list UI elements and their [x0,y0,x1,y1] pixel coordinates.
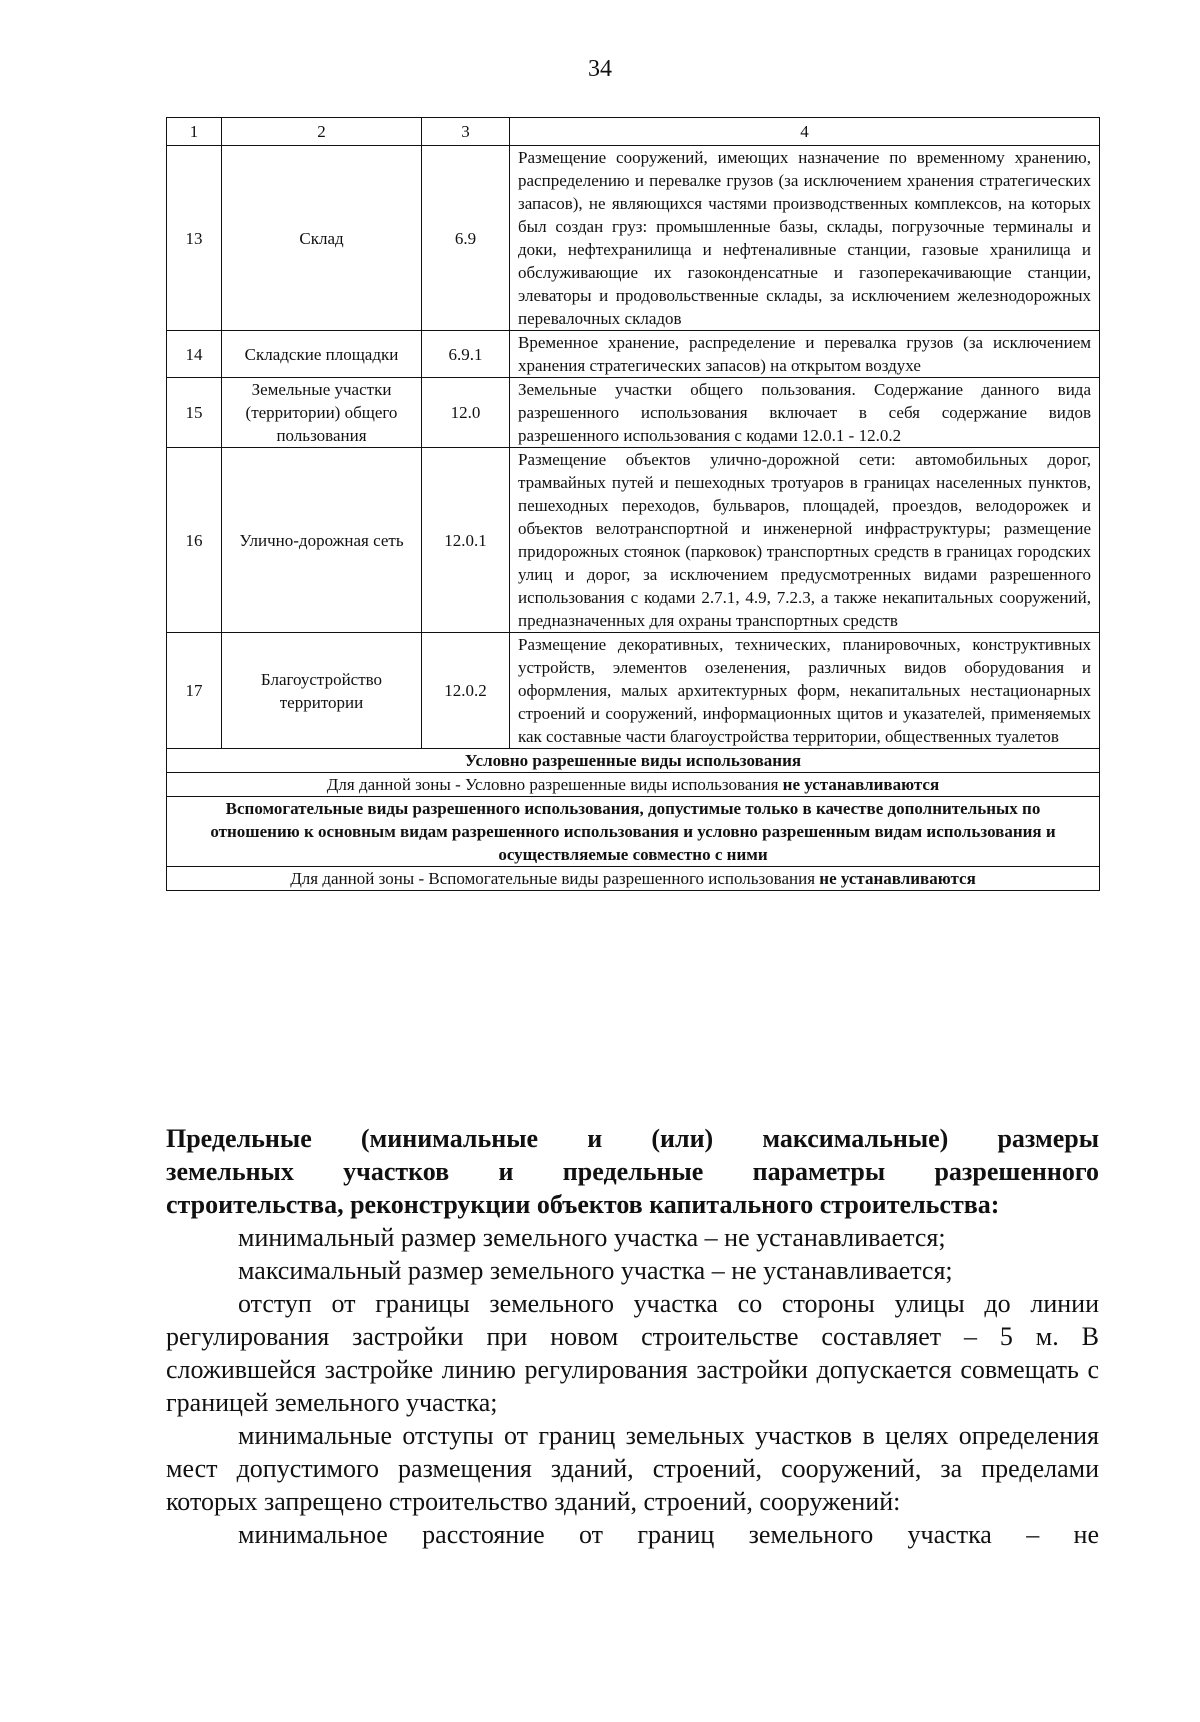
table-row [167,146,1100,331]
section-heading-line: строительства, реконструкции объектов капитального строительства: [166,1190,1000,1219]
column-header: 4 [510,118,1100,146]
use-description: Временное хранение, распределение и перевалка грузов (за исключением хранения стратегических запасов) на открытом воздухе [510,331,1100,378]
note-text: Для данной зоны - Вспомогательные виды разрешенного использования [290,869,820,888]
use-description: Размещение сооружений, имеющих назначение по временному хранению, распределению и перевалке грузов (за исключением хранения стратегических запасов), не являющихся частями производственных комплексов, на которых был создан груз: промышленные базы, склады, погрузочные терминалы и доки, нефтехранилища и нефтеналивные станции, газовые хранилища и обслуживающие их газоконденсатные и газоперекачивающие станции, элеваторы и продовольственные склады, за исключением железнодорожных перевалочных складов [510,146,1100,331]
section-heading-line: земельных участков и предельные параметры разрешенного [166,1157,1099,1186]
column-header: 1 [167,118,222,146]
conditional-uses-header: Условно разрешенные виды использования [167,749,1100,773]
use-code: 12.0.1 [422,448,510,633]
note-emphasis: не устанавливаются [819,869,976,888]
table-header-row [167,118,1100,146]
page-number: 34 [588,56,612,82]
paragraph: минимальное расстояние от границ земельного участка – не [238,1520,1099,1549]
use-description: Размещение декоративных, технических, планировочных, конструктивных устройств, элементов озеленения, различных видов оборудования и оформления, малых архитектурных форм, некапитальных нестационарных строений и сооружений, информационных щитов и указателей, применяемых как составные части благоустройства территории, общественных туалетов [510,633,1100,749]
row-number: 14 [167,331,222,378]
paragraph: минимальный размер земельного участка – не устанавливается; [238,1223,946,1252]
row-number: 16 [167,448,222,633]
column-header: 2 [222,118,422,146]
row-number: 13 [167,146,222,331]
land-use-table [166,117,1100,891]
table-row [167,633,1100,749]
column-header: 3 [422,118,510,146]
auxiliary-uses-header: Вспомогательные виды разрешенного использования, допустимые только в качестве дополнительных по отношению к основным видам разрешенного использования и условно разрешенным видам использования и осуществляемые совместно с ними [167,797,1100,867]
paragraph: максимальный размер земельного участка – не устанавливается; [238,1256,953,1285]
use-description: Размещение объектов улично-дорожной сети: автомобильных дорог, трамвайных путей и пешеходных тротуаров в границах населенных пунктов, пешеходных переходов, бульваров, площадей, проездов, велодорожек и объектов велотранспортной и инженерной инфраструктуры; размещение придорожных стоянок (парковок) транспортных средств в границах городских улиц и дорог, за исключением предусмотренных видами разрешенного использования с кодами 2.7.1, 4.9, 7.2.3, а также некапитальных сооружений, предназначенных для охраны транспортных средств [510,448,1100,633]
use-name: Складские площадки [222,331,422,378]
use-code: 6.9 [422,146,510,331]
section-row [167,773,1100,797]
use-code: 12.0.2 [422,633,510,749]
use-code: 12.0 [422,378,510,448]
use-name: Благоустройство территории [222,633,422,749]
section-row [167,867,1100,891]
body-text [166,1122,1099,1551]
section-row [167,797,1100,867]
row-number: 17 [167,633,222,749]
table-row [167,378,1100,448]
use-code: 6.9.1 [422,331,510,378]
use-description: Земельные участки общего пользования. Содержание данного вида разрешенного использования включает в себя содержание видов разрешенного использования с кодами 12.0.1 - 12.0.2 [510,378,1100,448]
row-number: 15 [167,378,222,448]
conditional-uses-note [167,773,1100,797]
use-name: Земельные участки (территории) общего пользования [222,378,422,448]
note-text: Для данной зоны - Условно разрешенные виды использования [326,775,783,794]
note-emphasis: не устанавливаются [782,775,940,794]
auxiliary-uses-note [167,867,1100,891]
section-row [167,749,1100,773]
use-name: Улично-дорожная сеть [222,448,422,633]
use-name: Склад [222,146,422,331]
table-row [167,448,1100,633]
paragraph: отступ от границы земельного участка со стороны улицы до линии регулирования застройки при новом строительстве составляет – 5 м. В сложившейся застройке линию регулирования застройки допускается совмещать с границей земельного участка; [166,1289,1099,1417]
section-heading-line: Предельные (минимальные и (или) максимальные) размеры [166,1124,1099,1153]
table-row [167,331,1100,378]
paragraph: минимальные отступы от границ земельных участков в целях определения мест допустимого размещения зданий, строений, сооружений, за пределами которых запрещено строительство зданий, строений, сооружений: [166,1421,1099,1516]
